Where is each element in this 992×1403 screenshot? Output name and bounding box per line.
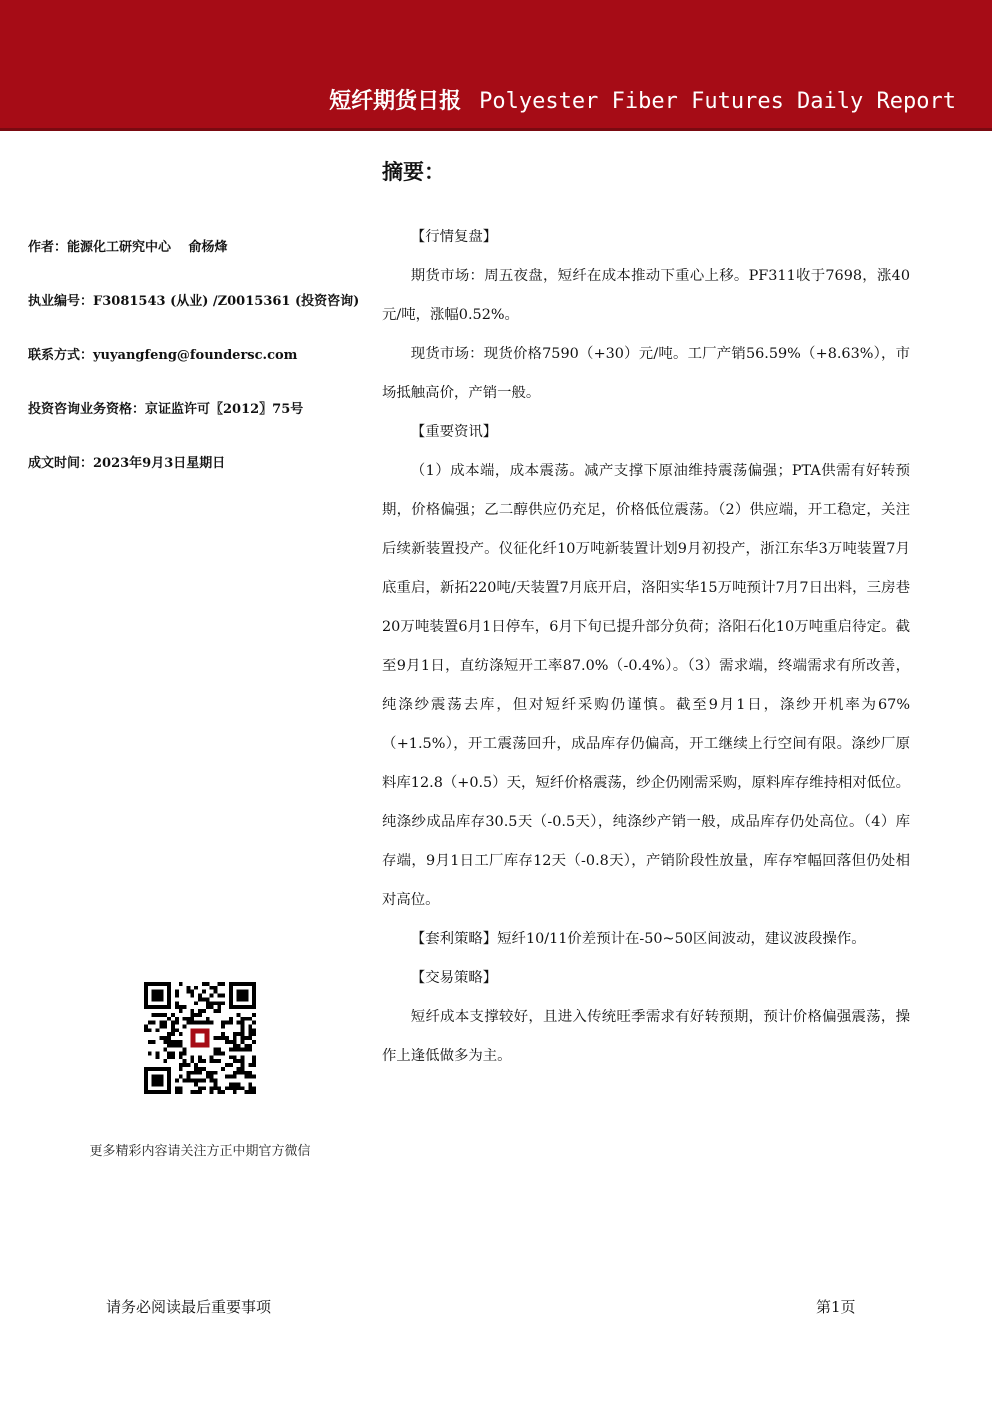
report-title-cn: 短纤期货日报 [329, 89, 462, 114]
trading-paragraph: 短纤成本支撑较好，且进入传统旺季需求有好转预期，预计价格偏强震荡，操作上逢低做多为主。 [382, 1009, 910, 1064]
section-title-news: 【重要资讯】 [410, 424, 498, 440]
qualification-line: 投资咨询业务资格：京证监许可〖2012〗75号 [28, 402, 304, 417]
author-info [28, 236, 368, 506]
page-number: 第1页 [816, 1298, 856, 1316]
report-title [329, 84, 956, 115]
section-title-market-review: 【行情复盘】 [410, 229, 498, 245]
summary-heading: 摘要： [382, 160, 445, 184]
spot-market-paragraph: 现货市场：现货价格7590（+30）元/吨。工厂产销56.59%（+8.63%），市场抵触高价，产销一般。 [382, 346, 910, 401]
arbitrage-text: 短纤10/11价差预计在-50~50区间波动，建议波段操作。 [497, 931, 866, 947]
wechat-qr-code [144, 982, 256, 1094]
footer-notice: 请务必阅读最后重要事项 [106, 1298, 272, 1316]
section-title-arbitrage: 【套利策略】 [410, 931, 498, 947]
news-paragraph: （1）成本端，成本震荡。减产支撑下原油维持震荡偏强；PTA供需有好转预期，价格偏强；乙二醇供应仍充足，价格低位震荡。（2）供应端，开工稳定，关注后续新装置投产。仪征化纤10万吨新装置计划9月初投产，浙江东华3万吨装置7月底重启，新拓220吨/天装置7月底开启，洛阳实华15万吨预计7月7日出料，三房巷20万吨装置6月1日停车，6月下旬已提升部分负荷；洛阳石化10万吨重启待定。截至9月1日，直纺涤短开工率87.0%（-0.4%）。（3）需求端，终端需求有所改善，纯涤纱震荡去库，但对短纤采购仍谨慎。截至9月1日，涤纱开机率为67%（+1.5%），开工震荡回升，成品库存仍偏高，开工继续上行空间有限。涤纱厂原料库12.8（+0.5）天，短纤价格震荡，纱企仍刚需采购，原料库存维持相对低位。纯涤纱成品库存30.5天（-0.5天），纯涤纱产销一般，成品库存仍处高位。（4）库存端，9月1日工厂库存12天（-0.8天），产销阶段性放量，库存窄幅回落但仍处相对高位。 [382, 463, 910, 908]
contact-line: 联系方式：yuyangfeng@foundersc.com [28, 348, 298, 363]
license-line: 执业编号：F3081543 (从业) /Z0015361 (投资咨询) [28, 294, 360, 309]
header-divider [0, 128, 992, 131]
arbitrage-paragraph [382, 920, 910, 959]
report-body [382, 218, 910, 1076]
qr-caption: 更多精彩内容请关注方正中期官方微信 [89, 1144, 311, 1159]
futures-market-paragraph: 期货市场：周五夜盘，短纤在成本推动下重心上移。PF311收于7698，涨40元/吨，涨幅0.52%。 [382, 268, 910, 323]
report-title-en: Polyester Fiber Futures Daily Report [479, 89, 956, 114]
date-line: 成文时间：2023年9月3日星期日 [28, 456, 226, 471]
author-line: 作者：能源化工研究中心 俞杨烽 [28, 240, 228, 255]
section-title-trading: 【交易策略】 [410, 970, 498, 986]
